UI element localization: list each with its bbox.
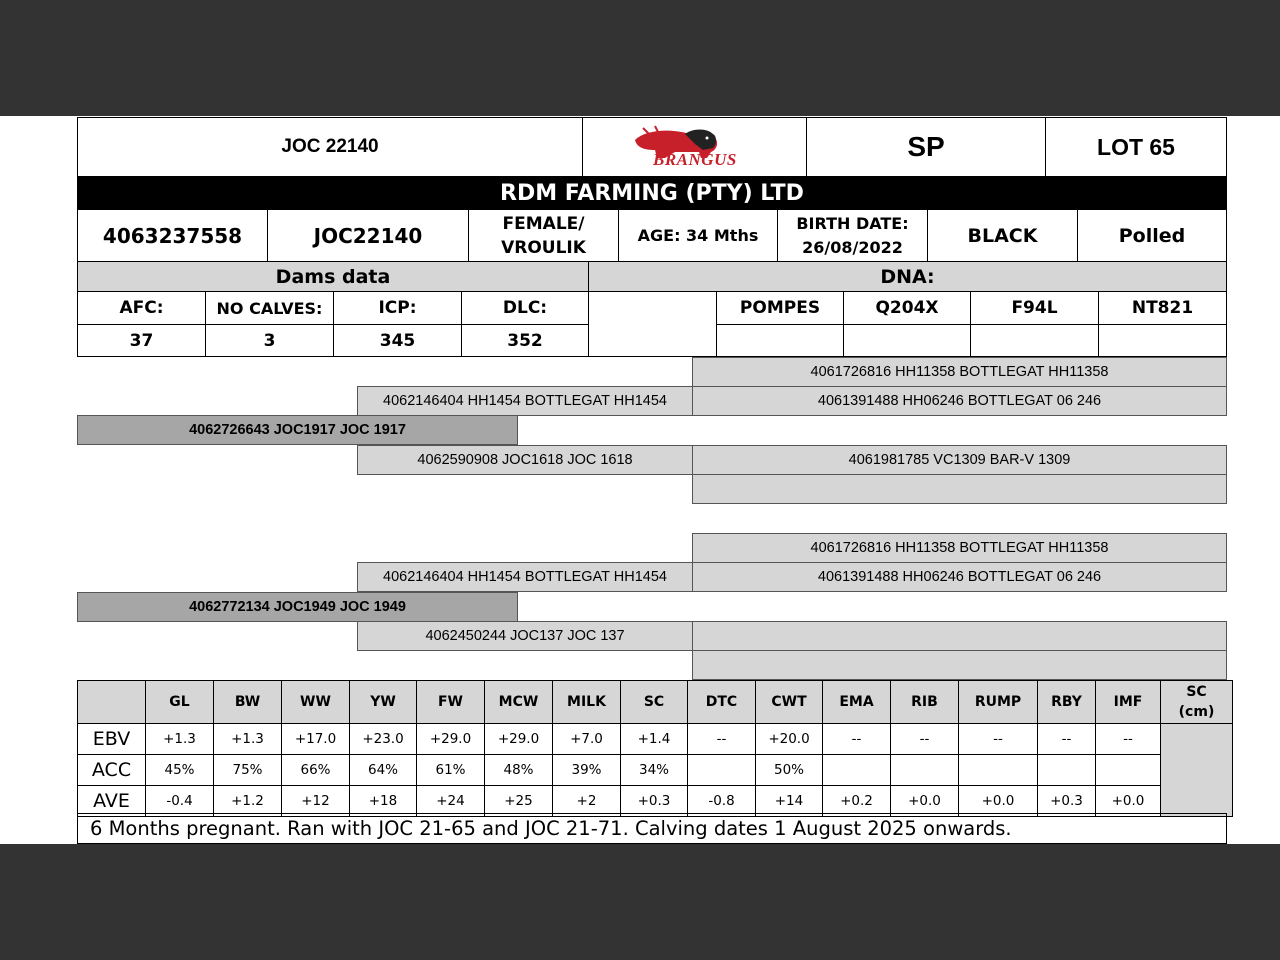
ebv-cell-ave-rump: +0.0: [958, 785, 1038, 817]
dams-value-dlc: 352: [461, 324, 589, 357]
pedigree-dam-dam-dam: [692, 650, 1227, 680]
ebv-cell-ave-dtc: -0.8: [687, 785, 756, 817]
ebv-cell-ebv-rby: --: [1037, 723, 1096, 755]
sc-cm-line-1: SC: [1186, 684, 1207, 700]
dna-title: DNA:: [588, 261, 1227, 292]
dams-header-dlc: DLC:: [461, 291, 589, 325]
ebv-cell-ebv-rump: --: [958, 723, 1038, 755]
ebv-column-header-rby: RBY: [1037, 680, 1096, 724]
logo-text: BRANGUS: [653, 150, 737, 169]
pedigree-dam-sire-sire: 4061726816 HH11358 BOTTLEGAT HH11358: [692, 533, 1227, 563]
ebv-column-header-ww: WW: [281, 680, 350, 724]
ebv-cell-acc-yw: 64%: [349, 754, 417, 786]
ebv-cell-ebv-fw: +29.0: [416, 723, 485, 755]
ebv-cell-acc-dtc: [687, 754, 756, 786]
pedigree-sire-dam: 4062590908 JOC1618 JOC 1618: [357, 445, 693, 475]
ebv-column-header-milk: MILK: [552, 680, 621, 724]
sc-cm-line-2: (cm): [1178, 704, 1215, 720]
ebv-cell-ave-cwt: +14: [755, 785, 823, 817]
pedigree-dam-sire: 4062146404 HH1454 BOTTLEGAT HH1454: [357, 562, 693, 592]
dams-value-icp: 345: [333, 324, 462, 357]
ebv-cell-ave-rby: +0.3: [1037, 785, 1096, 817]
ebv-cell-ave-gl: -0.4: [145, 785, 214, 817]
dna-header-pompes: POMPES: [716, 291, 844, 325]
ebv-cell-acc-rump: [958, 754, 1038, 786]
ebv-cell-acc-ww: 66%: [281, 754, 350, 786]
ebv-cell-acc-bw: 75%: [213, 754, 282, 786]
ebv-cell-ebv-milk: +7.0: [552, 723, 621, 755]
animal-herd-id: JOC22140: [267, 209, 469, 262]
breeder-band: RDM FARMING (PTY) LTD: [77, 177, 1227, 209]
ebv-cell-ave-milk: +2: [552, 785, 621, 817]
ebv-column-header-mcw: MCW: [484, 680, 553, 724]
pedigree-dam-dam: 4062450244 JOC137 JOC 137: [357, 621, 693, 651]
ebv-cell-ebv-dtc: --: [687, 723, 756, 755]
remarks: 6 Months pregnant. Ran with JOC 21-65 and JOC 21-71. Calving dates 1 August 2025 onwards.: [77, 813, 1227, 844]
dna-value-nt821: [1098, 324, 1227, 357]
dams-header-afc: AFC:: [77, 291, 206, 325]
ebv-corner-cell: [77, 680, 146, 724]
pedigree-sire-dam-sire: 4061981785 VC1309 BAR-V 1309: [692, 445, 1227, 475]
ebv-cell-ebv-ww: +17.0: [281, 723, 350, 755]
birth-date-label: BIRTH DATE:: [796, 213, 909, 233]
ebv-cell-acc-gl: 45%: [145, 754, 214, 786]
grade-code: SP: [806, 117, 1046, 177]
birth-date-value: 26/08/2022: [802, 237, 903, 257]
ebv-cell-ave-sc: +0.3: [620, 785, 688, 817]
sex-line-2: VROULIK: [501, 237, 586, 258]
ebv-sc-cm-blank: [1160, 723, 1233, 817]
dna-header-nt821: NT821: [1098, 291, 1227, 325]
ebv-cell-acc-fw: 61%: [416, 754, 485, 786]
ebv-cell-ave-bw: +1.2: [213, 785, 282, 817]
dna-value-q204x: [843, 324, 971, 357]
brangus-logo: [582, 117, 807, 177]
dams-value-no-calves: 3: [205, 324, 334, 357]
pedigree-sire-sire-sire: 4061726816 HH11358 BOTTLEGAT HH11358: [692, 357, 1227, 387]
animal-sex: [468, 209, 619, 262]
pedigree-sire: 4062726643 JOC1917 JOC 1917: [77, 415, 518, 445]
pedigree-dam-sire-dam: 4061391488 HH06246 BOTTLEGAT 06 246: [692, 562, 1227, 592]
dna-header-f94l: F94L: [970, 291, 1099, 325]
pedigree-sire-sire: 4062146404 HH1454 BOTTLEGAT HH1454: [357, 386, 693, 416]
pedigree-dam: 4062772134 JOC1949 JOC 1949: [77, 592, 518, 622]
dams-data-title: Dams data: [77, 261, 589, 292]
dams-header-no-calves: NO CALVES:: [205, 291, 334, 325]
lot-sheet: [0, 116, 1280, 844]
sex-line-1: FEMALE/: [502, 213, 585, 234]
ebv-row-label-ave: AVE: [77, 785, 146, 817]
ebv-cell-ave-fw: +24: [416, 785, 485, 817]
ebv-cell-ave-mcw: +25: [484, 785, 553, 817]
ebv-cell-ebv-cwt: +20.0: [755, 723, 823, 755]
ebv-column-header-ema: EMA: [822, 680, 891, 724]
registration-name: JOC 22140: [77, 117, 583, 177]
dna-blank-cell: [588, 291, 717, 357]
ebv-column-header-dtc: DTC: [687, 680, 756, 724]
ebv-column-header-sc-cm: [1160, 680, 1233, 724]
dna-value-pompes: [716, 324, 844, 357]
ebv-cell-ebv-sc: +1.4: [620, 723, 688, 755]
ebv-column-header-rib: RIB: [890, 680, 959, 724]
ebv-column-header-fw: FW: [416, 680, 485, 724]
ebv-cell-ave-imf: +0.0: [1095, 785, 1161, 817]
ebv-cell-acc-cwt: 50%: [755, 754, 823, 786]
ebv-cell-ebv-bw: +1.3: [213, 723, 282, 755]
ebv-cell-acc-ema: [822, 754, 891, 786]
ebv-column-header-bw: BW: [213, 680, 282, 724]
ebv-column-header-rump: RUMP: [958, 680, 1038, 724]
pedigree-sire-dam-dam: [692, 474, 1227, 504]
animal-colour: BLACK: [927, 209, 1078, 262]
ebv-cell-ave-ww: +12: [281, 785, 350, 817]
lot-number: LOT 65: [1045, 117, 1227, 177]
dna-header-q204x: Q204X: [843, 291, 971, 325]
ebv-cell-ebv-ema: --: [822, 723, 891, 755]
animal-birth-date: [777, 209, 928, 262]
ebv-column-header-gl: GL: [145, 680, 214, 724]
animal-horn-status: Polled: [1077, 209, 1227, 262]
ebv-cell-ebv-gl: +1.3: [145, 723, 214, 755]
pedigree-dam-dam-sire: [692, 621, 1227, 651]
ebv-column-header-yw: YW: [349, 680, 417, 724]
ebv-cell-ebv-mcw: +29.0: [484, 723, 553, 755]
pedigree-sire-sire-dam: 4061391488 HH06246 BOTTLEGAT 06 246: [692, 386, 1227, 416]
ebv-column-header-sc: SC: [620, 680, 688, 724]
ebv-column-header-imf: IMF: [1095, 680, 1161, 724]
ebv-cell-ebv-rib: --: [890, 723, 959, 755]
ebv-cell-acc-rib: [890, 754, 959, 786]
ebv-cell-acc-imf: [1095, 754, 1161, 786]
animal-id-number: 4063237558: [77, 209, 268, 262]
ebv-row-label-ebv: EBV: [77, 723, 146, 755]
ebv-cell-ebv-imf: --: [1095, 723, 1161, 755]
ebv-cell-ave-rib: +0.0: [890, 785, 959, 817]
ebv-cell-ave-yw: +18: [349, 785, 417, 817]
ebv-cell-ebv-yw: +23.0: [349, 723, 417, 755]
dams-value-afc: 37: [77, 324, 206, 357]
ebv-table: [77, 680, 1227, 814]
ebv-cell-acc-sc: 34%: [620, 754, 688, 786]
ebv-column-header-cwt: CWT: [755, 680, 823, 724]
ebv-cell-acc-rby: [1037, 754, 1096, 786]
dna-value-f94l: [970, 324, 1099, 357]
ebv-cell-acc-mcw: 48%: [484, 754, 553, 786]
animal-age: AGE: 34 Mths: [618, 209, 778, 262]
dams-header-icp: ICP:: [333, 291, 462, 325]
ebv-row-label-acc: ACC: [77, 754, 146, 786]
ebv-cell-acc-milk: 39%: [552, 754, 621, 786]
ebv-cell-ave-ema: +0.2: [822, 785, 891, 817]
